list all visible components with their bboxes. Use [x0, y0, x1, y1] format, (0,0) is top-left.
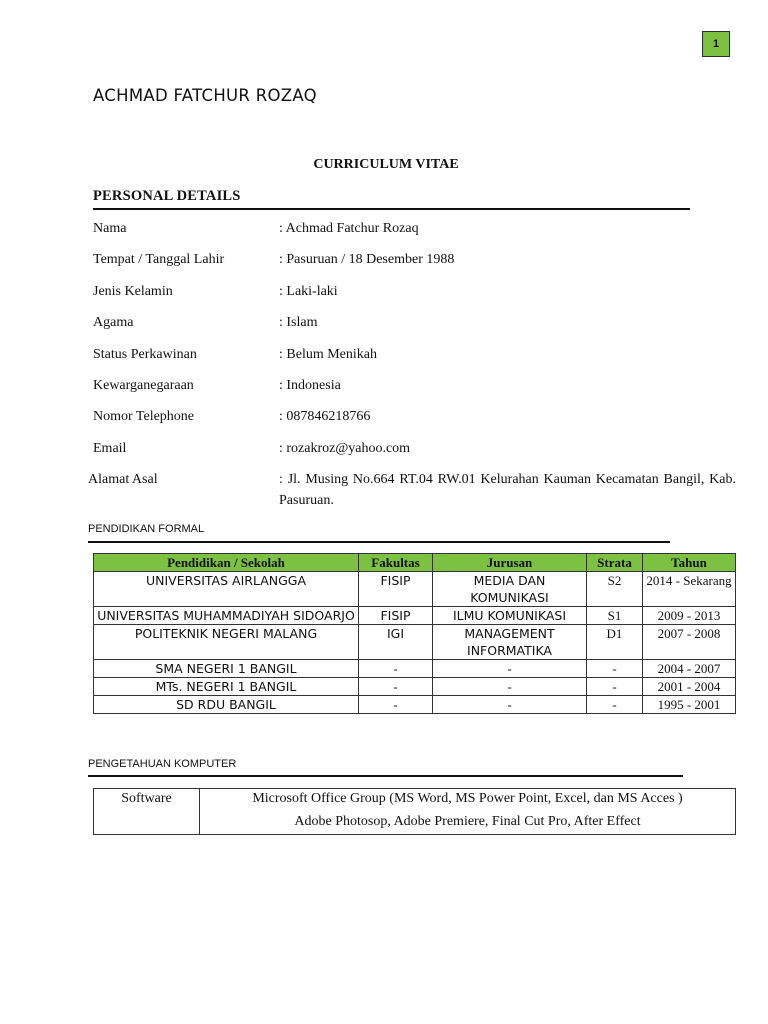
detail-label: Email	[93, 441, 127, 456]
detail-label: Nama	[93, 221, 127, 236]
computer-skills-heading: PENGETAHUAN KOMPUTER	[88, 758, 237, 770]
table-cell: -	[587, 678, 643, 696]
table-row	[94, 572, 736, 607]
table-cell: 2009 - 2013	[643, 607, 736, 625]
detail-value: : Laki-laki	[279, 284, 338, 299]
detail-label: Kewarganegaraan	[93, 378, 194, 393]
table-cell: MEDIA DAN KOMUNIKASI	[433, 572, 587, 607]
table-cell: -	[433, 678, 587, 696]
table-cell: D1	[587, 625, 643, 660]
software-item: Microsoft Office Group (MS Word, MS Power Point, Excel, dan MS Acces )	[252, 791, 683, 806]
table-cell: S1	[587, 607, 643, 625]
detail-value: : Belum Menikah	[279, 347, 377, 362]
column-header: Jurusan	[433, 554, 587, 572]
table-cell: -	[433, 660, 587, 678]
table-cell: 1995 - 2001	[643, 696, 736, 714]
column-header: Strata	[587, 554, 643, 572]
detail-value: : Islam	[279, 315, 318, 330]
computer-skills-table	[93, 788, 736, 835]
column-header: Tahun	[643, 554, 736, 572]
table-row	[94, 660, 736, 678]
header-name: ACHMAD FATCHUR ROZAQ	[93, 86, 317, 105]
table-cell: 2007 - 2008	[643, 625, 736, 660]
table-cell: -	[359, 678, 433, 696]
detail-label: Alamat Asal	[88, 472, 158, 487]
table-row	[94, 625, 736, 660]
detail-label: Status Perkawinan	[93, 347, 197, 362]
software-item: Adobe Photosop, Adobe Premiere, Final Cut Pro, After Effect	[294, 814, 641, 829]
education-rule	[88, 541, 670, 543]
computer-skills-rule	[88, 775, 683, 777]
table-cell: IGI	[359, 625, 433, 660]
table-cell: -	[587, 660, 643, 678]
document-title: CURRICULUM VITAE	[313, 157, 459, 172]
table-cell: -	[359, 696, 433, 714]
table-cell: POLITEKNIK NEGERI MALANG	[94, 625, 359, 660]
detail-value: : Pasuruan / 18 Desember 1988	[279, 252, 455, 267]
table-header-row	[94, 554, 736, 572]
software-label: Software	[121, 791, 172, 806]
page-number: 1	[702, 31, 730, 57]
column-header: Pendidikan / Sekolah	[94, 554, 359, 572]
table-cell: -	[433, 696, 587, 714]
table-cell: SD RDU BANGIL	[94, 696, 359, 714]
table-row	[94, 678, 736, 696]
table-cell: -	[587, 696, 643, 714]
detail-value: : Indonesia	[279, 378, 341, 393]
table-row	[94, 607, 736, 625]
detail-label: Nomor Telephone	[93, 409, 195, 424]
table-row	[94, 696, 736, 714]
detail-value: : rozakroz@yahoo.com	[279, 441, 411, 456]
table-cell: FISIP	[359, 572, 433, 607]
skills-label-cell	[94, 789, 200, 835]
table-cell: UNIVERSITAS AIRLANGGA	[94, 572, 359, 607]
table-cell: S2	[587, 572, 643, 607]
education-table	[93, 553, 736, 714]
table-cell: UNIVERSITAS MUHAMMADIYAH SIDOARJO	[94, 607, 359, 625]
detail-value: : Jl. Musing No.664 RT.04 RW.01 Kelurahan Kauman Kecamatan Bangil, Kab. Pasuruan.	[279, 472, 736, 508]
table-cell: 2004 - 2007	[643, 660, 736, 678]
education-heading: PENDIDIKAN FORMAL	[88, 523, 205, 535]
detail-label: Jenis Kelamin	[93, 284, 173, 299]
table-cell: MTs. NEGERI 1 BANGIL	[94, 678, 359, 696]
table-cell: 2014 - Sekarang	[643, 572, 736, 607]
detail-value: : 087846218766	[279, 409, 371, 424]
table-cell: -	[359, 660, 433, 678]
table-row	[94, 789, 736, 835]
table-cell: MANAGEMENT INFORMATIKA	[433, 625, 587, 660]
detail-label: Tempat / Tanggal Lahir	[93, 252, 225, 267]
table-cell: ILMU KOMUNIKASI	[433, 607, 587, 625]
personal-details-heading: PERSONAL DETAILS	[93, 188, 241, 204]
detail-label: Agama	[93, 315, 134, 330]
table-cell: SMA NEGERI 1 BANGIL	[94, 660, 359, 678]
table-cell: 2001 - 2004	[643, 678, 736, 696]
table-cell: FISIP	[359, 607, 433, 625]
personal-details-rule	[93, 208, 690, 210]
skills-items-cell	[200, 789, 736, 835]
detail-value: : Achmad Fatchur Rozaq	[279, 221, 419, 236]
column-header: Fakultas	[359, 554, 433, 572]
